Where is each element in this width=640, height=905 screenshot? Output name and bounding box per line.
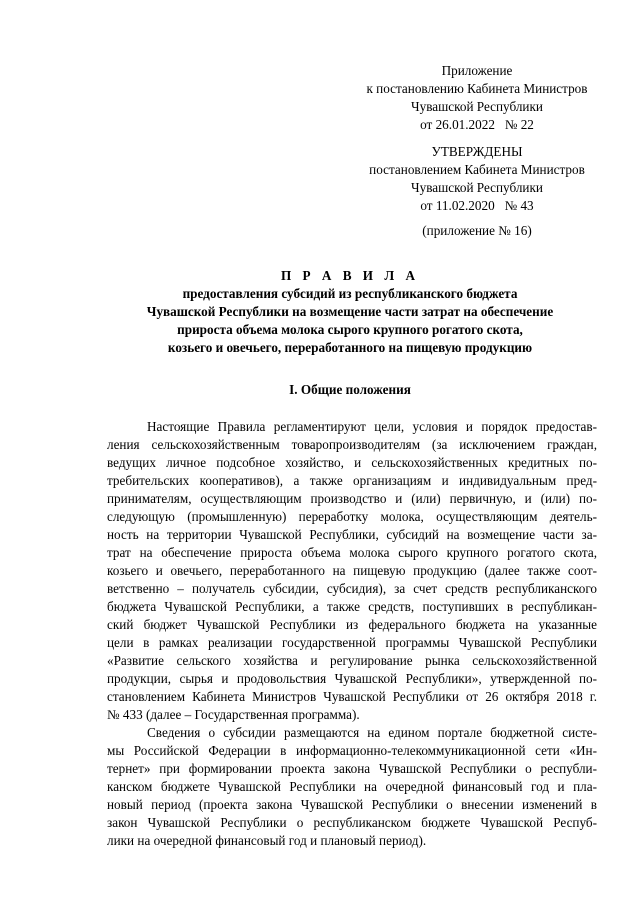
heading-line-4: козьего и овечьего, переработанного на пищевую продукцию <box>167 340 533 355</box>
approval-line-4: от 26.01.2022 № 22 <box>420 117 534 132</box>
paragraph-line: ность на территории Чувашской Республики, субсидий на возмещение части за- <box>107 527 597 542</box>
paragraph-line: Настоящие Правила регламентируют цели, условия и порядок предостав- <box>147 419 597 434</box>
body-text <box>107 418 597 850</box>
approval-block <box>352 62 602 134</box>
approved-line-3: Чувашской Республики <box>411 180 543 195</box>
approval-line-1: Приложение <box>441 63 513 78</box>
section-title: I. Общие положения <box>289 382 411 397</box>
paragraph-1 <box>107 418 597 724</box>
appendix-note: (приложение № 16) <box>422 223 532 238</box>
approved-line-4: от 11.02.2020 № 43 <box>420 198 534 213</box>
paragraph-line: принимателям, осуществляющим производство и (или) первичную, и (или) по- <box>107 491 597 506</box>
approval-line-2: к постановлению Кабинета Министров <box>366 81 588 96</box>
paragraph-line: становлением Кабинета Министров Чувашской Республики от 26 октября 2018 г. <box>107 689 597 704</box>
heading-line-3: прироста объема молока сырого крупного рогатого скота, <box>177 322 523 337</box>
paragraph-line: ведущих личное подсобное хозяйство, и сельскохозяйственных кредитных по- <box>107 455 597 470</box>
paragraph-line: ветственно – получатель субсидии, субсидия), за счет средств республиканского <box>107 581 597 596</box>
paragraph-line: трат на обеспечение прироста объема молока сырого крупного рогатого скота, <box>107 545 597 560</box>
paragraph-line: новый период (проекта закона Чувашской Республики о внесении изменений в <box>107 797 597 812</box>
approved-line-1: УТВЕРЖДЕНЫ <box>431 144 523 159</box>
approved-block <box>352 143 602 215</box>
paragraph-line: продукции, сырья и продовольствия Чувашской Республики», утвержденной по- <box>107 671 597 686</box>
paragraph-line: лики на очередной финансовый год и плановый период). <box>107 833 427 848</box>
approved-line-2: постановлением Кабинета Министров <box>369 162 585 177</box>
document-title: П Р А В И Л А <box>280 268 420 283</box>
paragraph-line: ления сельскохозяйственным товаропроизводителям (за исключением граждан, <box>107 437 597 452</box>
paragraph-line: следующую (промышленную) переработку молока, осуществляющим деятель- <box>107 509 597 524</box>
heading-line-2: Чувашской Республики на возмещение части затрат на обеспечение <box>146 304 554 319</box>
paragraph-line: мы Российской Федерации в информационно-телекоммуникационной сети «Ин- <box>107 743 597 758</box>
paragraph-line: ский бюджет Чувашской Республики из федерального бюджета на указанные <box>107 617 597 632</box>
paragraph-line: канском бюджете Чувашской Республики на очередной финансовый год и пла- <box>107 779 597 794</box>
document-heading <box>90 267 610 357</box>
paragraph-line: требительских кооперативов), а также организациям и индивидуальным пред- <box>107 473 597 488</box>
paragraph-line: № 433 (далее – Государственная программа). <box>107 707 360 722</box>
approval-line-3: Чувашской Республики <box>411 99 543 114</box>
paragraph-line: бюджета Чувашской Республики, а также средств, поступивших в республикан- <box>107 599 597 614</box>
paragraph-line: тернет» при формировании проекта закона Чувашской Республики о республи- <box>107 761 597 776</box>
paragraph-2 <box>107 724 597 850</box>
paragraph-line: козьего и овечьего, переработанного на пищевую продукцию (далее также соот- <box>107 563 597 578</box>
paragraph-line: цели в рамках реализации государственной программы Чувашской Республики <box>107 635 597 650</box>
paragraph-line: «Развитие сельского хозяйства и регулирование рынка сельскохозяйственной <box>107 653 597 668</box>
paragraph-line: закон Чувашской Республики о республиканском бюджете Чувашской Респуб- <box>107 815 597 830</box>
paragraph-line: Сведения о субсидии размещаются на едином портале бюджетной систе- <box>147 725 597 740</box>
heading-line-1: предоставления субсидий из республиканского бюджета <box>182 286 518 301</box>
